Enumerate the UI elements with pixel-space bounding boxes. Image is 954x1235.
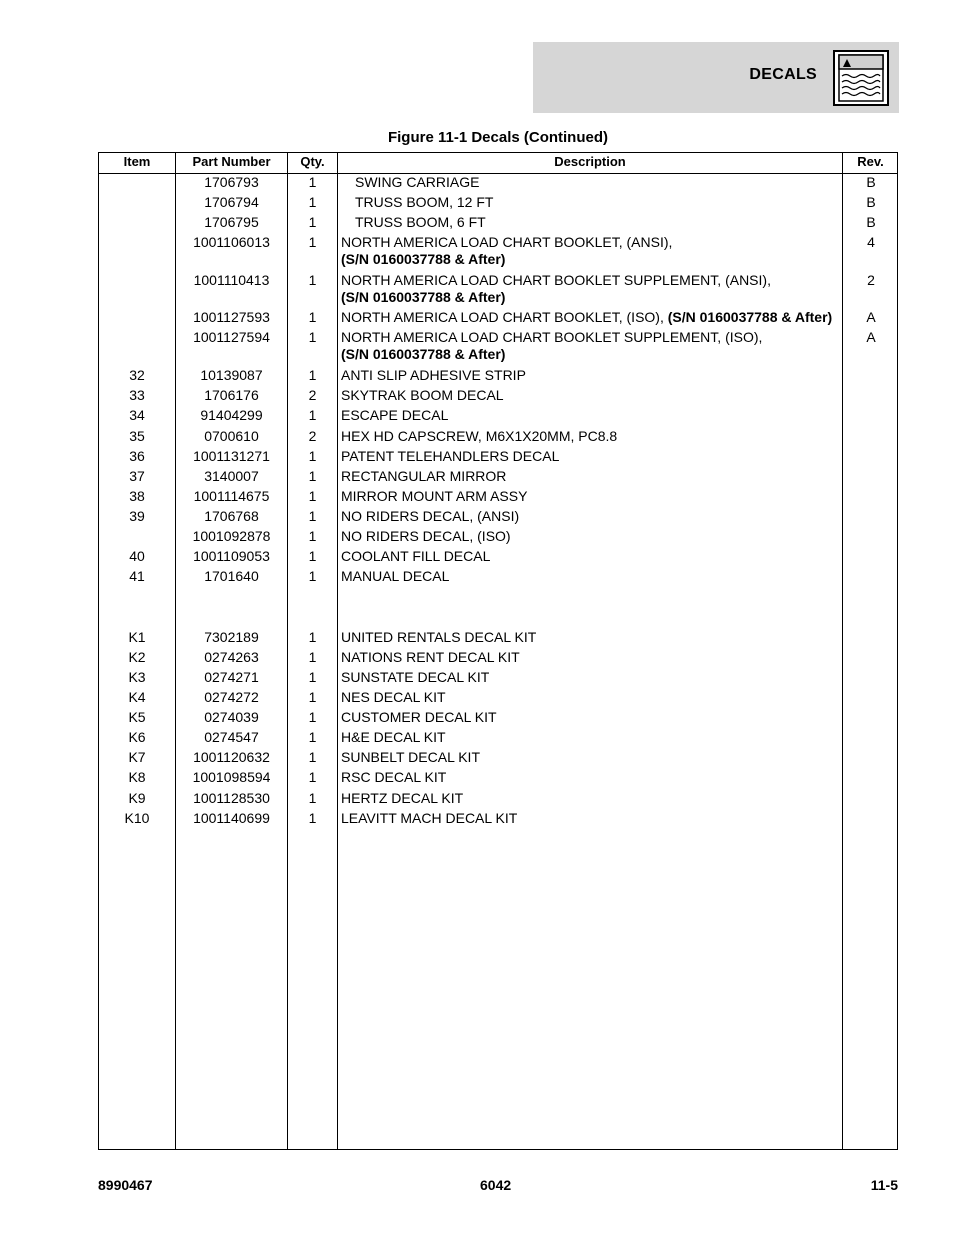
description-text: ESCAPE DECAL: [341, 407, 449, 423]
description: [341, 769, 841, 786]
revision: 4: [867, 234, 875, 250]
item-number: 41: [129, 568, 145, 584]
revision: A: [866, 329, 876, 345]
figure-title: Figure 11-1 Decals (Continued): [387, 129, 609, 146]
part-number: 1706176: [204, 387, 259, 403]
description: [341, 272, 841, 306]
description: [341, 548, 841, 565]
footer-model: 6042: [480, 1177, 512, 1193]
description-text: NATIONS RENT DECAL KIT: [341, 649, 520, 665]
revision: A: [866, 309, 876, 325]
description: [341, 508, 841, 525]
description-text: RSC DECAL KIT: [341, 769, 447, 785]
description-text: MANUAL DECAL: [341, 568, 450, 584]
part-number: 0274271: [204, 669, 259, 685]
description-text: H&E DECAL KIT: [341, 729, 446, 745]
description-text: NORTH AMERICA LOAD CHART BOOKLET, (ISO),: [341, 309, 664, 325]
description: [341, 407, 841, 424]
decals-icon: [833, 50, 889, 106]
quantity: 1: [308, 769, 317, 785]
description: [341, 488, 841, 505]
item-number: 35: [129, 428, 145, 444]
part-number: 1001106013: [193, 234, 270, 250]
quantity: 1: [308, 629, 317, 645]
description: [341, 790, 841, 807]
column-header-description: Description: [554, 154, 626, 169]
description-text: NO RIDERS DECAL, (ANSI): [341, 508, 520, 524]
quantity: 1: [308, 649, 317, 665]
description: [341, 234, 841, 268]
item-number: K10: [124, 810, 150, 826]
description: [341, 448, 841, 465]
description: [341, 428, 841, 445]
part-number: 3140007: [204, 468, 259, 484]
description: [341, 367, 841, 384]
description-text: NORTH AMERICA LOAD CHART BOOKLET SUPPLEMENT, (ANSI),: [341, 272, 771, 288]
description: [341, 810, 841, 827]
parts-table: [98, 152, 898, 1150]
item-number: K3: [128, 669, 146, 685]
description: [341, 669, 841, 686]
column-header-part-number: Part Number: [192, 154, 271, 169]
part-number: 0700610: [204, 428, 259, 444]
part-number: 10139087: [200, 367, 263, 383]
item-number: K4: [128, 689, 146, 705]
description-text: NORTH AMERICA LOAD CHART BOOKLET, (ANSI),: [341, 234, 673, 250]
quantity: 1: [308, 234, 317, 250]
quantity: 1: [308, 174, 317, 190]
item-number: 33: [129, 387, 145, 403]
description-text: LEAVITT MACH DECAL KIT: [341, 810, 518, 826]
part-number: 1001131271: [193, 448, 270, 464]
description-text: MIRROR MOUNT ARM ASSY: [341, 488, 528, 504]
description: [355, 214, 855, 231]
part-number: 1001127593: [193, 309, 270, 325]
description-text: UNITED RENTALS DECAL KIT: [341, 629, 537, 645]
footer-page-number: 11-5: [870, 1177, 898, 1193]
part-number: 0274547: [204, 729, 259, 745]
part-number: 1001109053: [193, 548, 270, 564]
part-number: 1001120632: [193, 749, 270, 765]
part-number: 0274272: [204, 689, 259, 705]
description: [341, 528, 841, 545]
description-text: NO RIDERS DECAL, (ISO): [341, 528, 511, 544]
item-number: K8: [128, 769, 146, 785]
item-number: 34: [129, 407, 145, 423]
description-text: TRUSS BOOM, 12 FT: [355, 194, 494, 210]
description-text: ANTI SLIP ADHESIVE STRIP: [341, 367, 526, 383]
part-number: 1706768: [204, 508, 259, 524]
part-number: 91404299: [200, 407, 263, 423]
description: [341, 749, 841, 766]
revision: B: [866, 174, 876, 190]
part-number: 7302189: [204, 629, 259, 645]
description: [355, 194, 855, 211]
part-number: 1001114675: [193, 488, 270, 504]
quantity: 1: [308, 214, 317, 230]
description: [341, 309, 841, 326]
quantity: 1: [308, 669, 317, 685]
serial-number-note: (S/N 0160037788 & After): [341, 346, 506, 362]
quantity: 2: [308, 428, 317, 444]
description-text: PATENT TELEHANDLERS DECAL: [341, 448, 560, 464]
revision: B: [866, 214, 876, 230]
part-number: 1001098594: [192, 769, 271, 785]
part-number: 1001110413: [193, 272, 270, 288]
item-number: 36: [129, 448, 145, 464]
part-number: 1001127594: [193, 329, 270, 345]
item-number: K9: [128, 790, 146, 806]
section-title: DECALS: [749, 66, 817, 83]
item-number: K1: [128, 629, 146, 645]
quantity: 1: [308, 309, 317, 325]
quantity: 1: [308, 272, 317, 288]
quantity: 1: [308, 508, 317, 524]
quantity: 1: [308, 448, 317, 464]
quantity: 1: [308, 810, 317, 826]
item-number: K5: [128, 709, 146, 725]
description: [341, 709, 841, 726]
quantity: 1: [308, 194, 317, 210]
part-number: 1706794: [204, 194, 259, 210]
quantity: 1: [308, 568, 317, 584]
part-number: 1001128530: [193, 790, 270, 806]
serial-number-note: (S/N 0160037788 & After): [667, 309, 833, 325]
footer-doc-number: 8990467: [98, 1177, 153, 1193]
description-text: NES DECAL KIT: [341, 689, 446, 705]
description-text: SUNBELT DECAL KIT: [341, 749, 481, 765]
description: [341, 468, 841, 485]
item-number: 37: [129, 468, 145, 484]
description: [341, 629, 841, 646]
description-text: HEX HD CAPSCREW, M6X1X20MM, PC8.8: [341, 428, 618, 444]
description: [355, 174, 855, 191]
quantity: 1: [308, 709, 317, 725]
quantity: 1: [308, 367, 317, 383]
quantity: 1: [308, 548, 317, 564]
description: [341, 729, 841, 746]
revision: 2: [867, 272, 875, 288]
description: [341, 329, 841, 363]
part-number: 0274263: [204, 649, 259, 665]
description-text: COOLANT FILL DECAL: [341, 548, 491, 564]
description: [341, 689, 841, 706]
part-number: 1701640: [204, 568, 259, 584]
item-number: K7: [128, 749, 146, 765]
section-header: [533, 42, 899, 113]
part-number: 1706793: [204, 174, 259, 190]
serial-number-note: (S/N 0160037788 & After): [341, 289, 506, 305]
quantity: 1: [308, 689, 317, 705]
item-number: 32: [129, 367, 145, 383]
description-text: SWING CARRIAGE: [355, 174, 480, 190]
column-header-rev: Rev.: [857, 154, 884, 169]
description: [341, 568, 841, 585]
description-text: RECTANGULAR MIRROR: [341, 468, 507, 484]
item-number: 40: [129, 548, 145, 564]
part-number: 1001140699: [193, 810, 270, 826]
part-number: 0274039: [204, 709, 259, 725]
quantity: 1: [308, 329, 317, 345]
part-number: 1706795: [204, 214, 259, 230]
quantity: 1: [308, 729, 317, 745]
description: [341, 387, 841, 404]
column-header-qty: Qty.: [300, 154, 325, 169]
column-header-item: Item: [123, 154, 151, 169]
part-number: 1001092878: [192, 528, 271, 544]
serial-number-note: (S/N 0160037788 & After): [341, 251, 506, 267]
revision: B: [866, 194, 876, 210]
quantity: 1: [308, 488, 317, 504]
column-divider: [337, 153, 338, 1149]
quantity: 1: [308, 468, 317, 484]
item-number: K6: [128, 729, 146, 745]
item-number: K2: [128, 649, 146, 665]
quantity: 1: [308, 407, 317, 423]
description-text: SUNSTATE DECAL KIT: [341, 669, 490, 685]
description-text: CUSTOMER DECAL KIT: [341, 709, 497, 725]
description-text: SKYTRAK BOOM DECAL: [341, 387, 504, 403]
description-text: NORTH AMERICA LOAD CHART BOOKLET SUPPLEMENT, (ISO),: [341, 329, 763, 345]
quantity: 1: [308, 528, 317, 544]
column-divider: [842, 153, 843, 1149]
quantity: 2: [308, 387, 317, 403]
item-number: 38: [129, 488, 145, 504]
item-number: 39: [129, 508, 145, 524]
description: [341, 649, 841, 666]
description-text: HERTZ DECAL KIT: [341, 790, 464, 806]
quantity: 1: [308, 790, 317, 806]
quantity: 1: [308, 749, 317, 765]
description-text: TRUSS BOOM, 6 FT: [355, 214, 486, 230]
